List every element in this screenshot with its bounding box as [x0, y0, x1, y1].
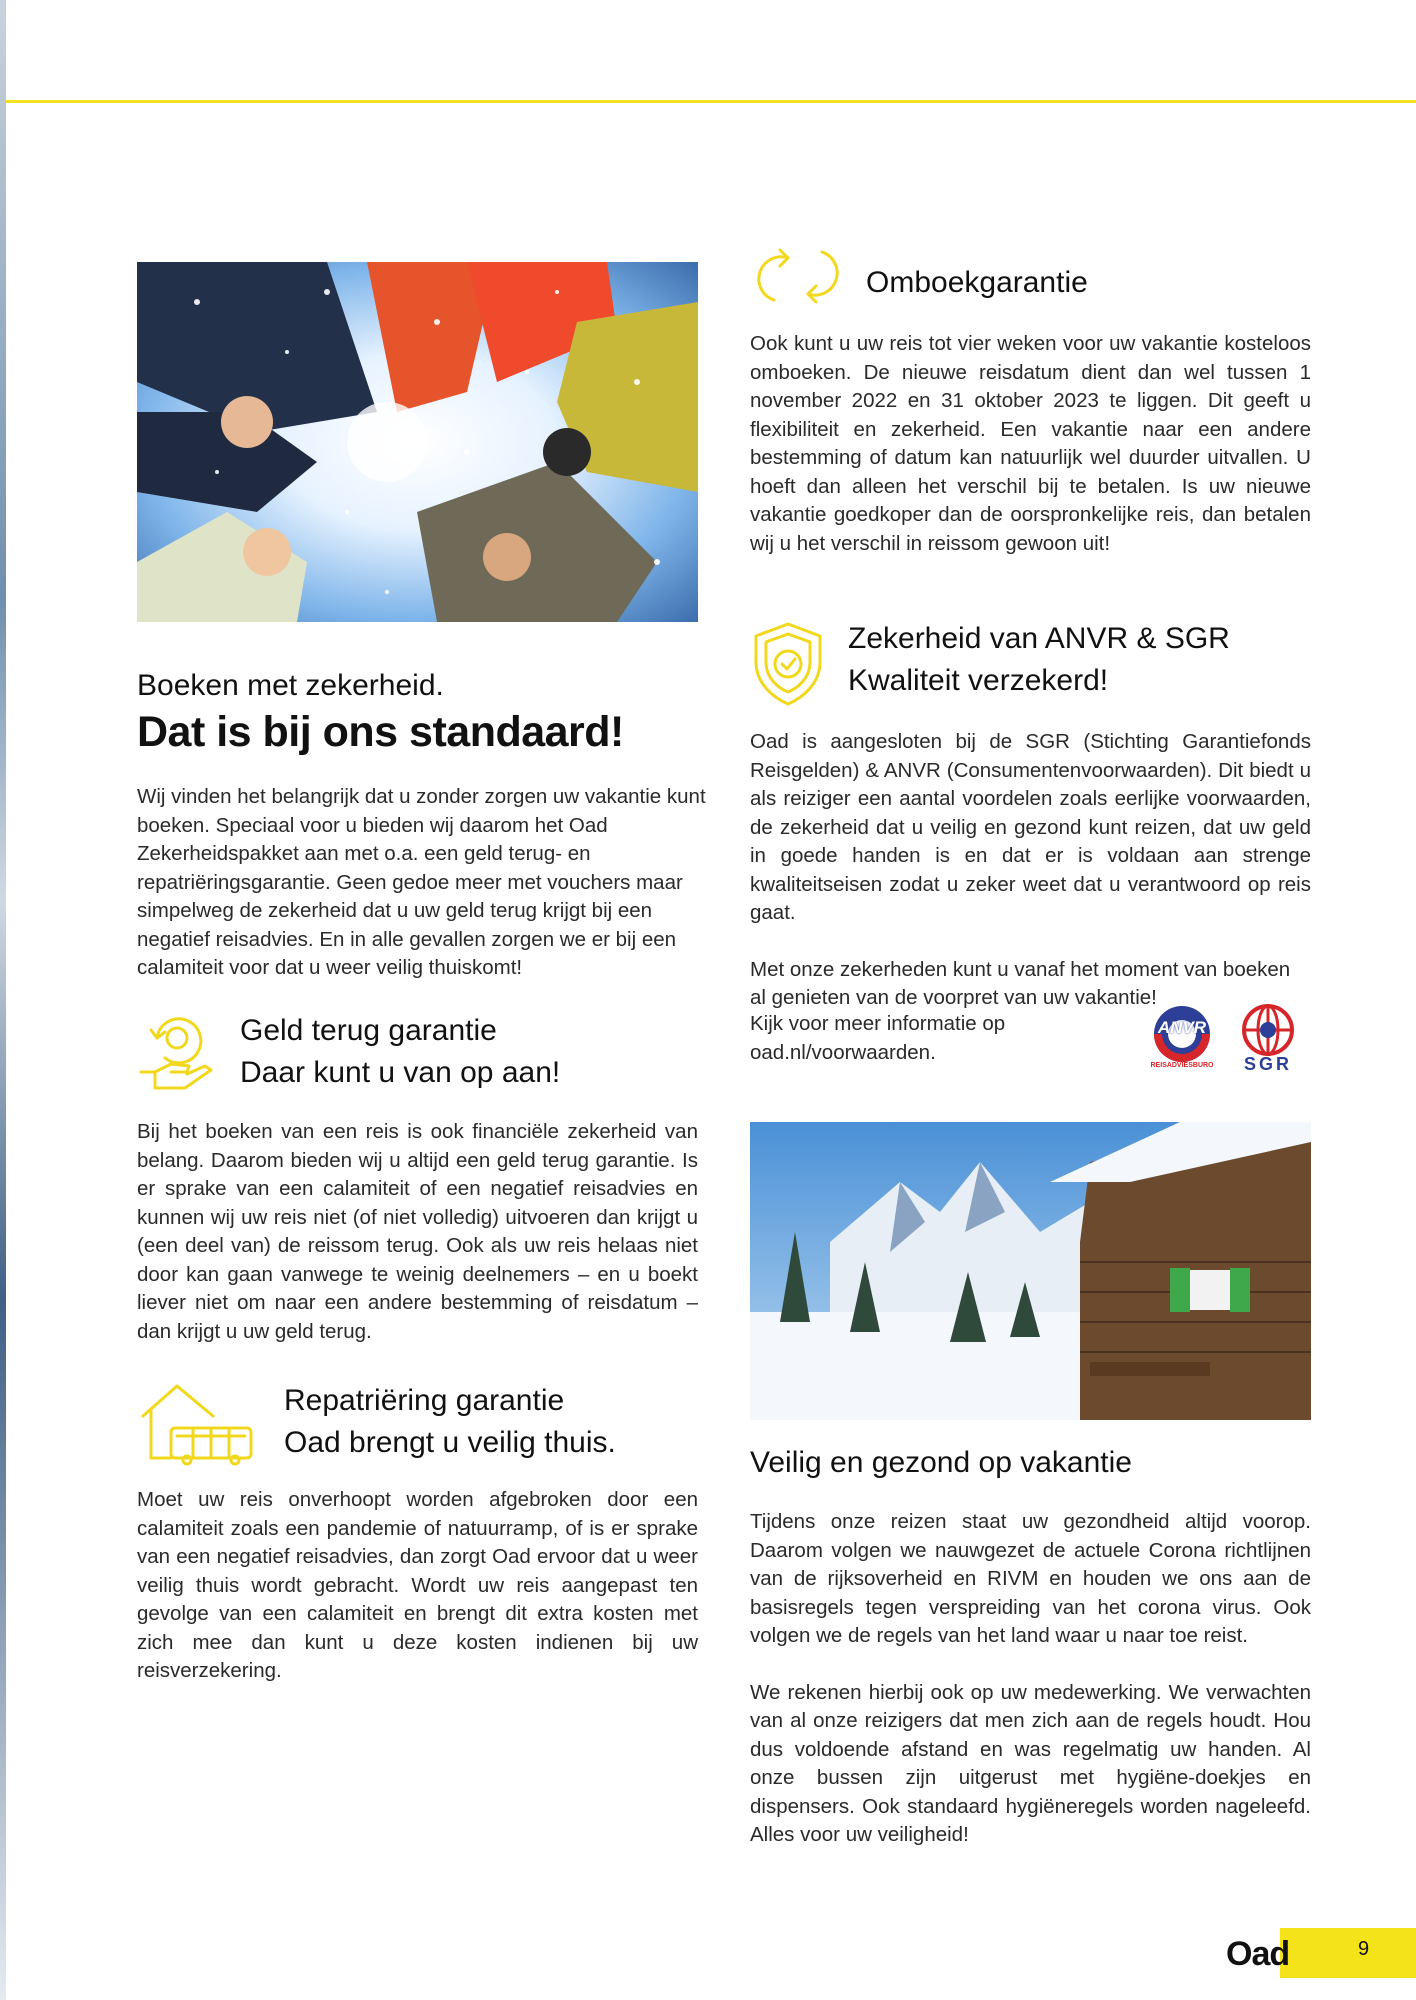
anvr-text-2: Met onze zekerheden kunt u vanaf het moment van boeken al genieten van de voorpret van uw vakantie! [750, 957, 1291, 1009]
anvr-title-line2: Kwaliteit verzekerd! [848, 664, 1109, 697]
geld-terug-text: Bij het boeken van een reis is ook financiële zekerheid van belang. Daarom bieden wij u altijd een geld terug garantie. Is er sprake van een calamiteit of een negatief reisadvies en kunnen wij uw reis niet (of niet volledig) uitvoeren dan krijgt u (een deel van) de reissom terug. Ook als uw reis helaas niet door kan gaan vanwege te weinig deelnemers – en u boekt liever niet om naar een andere bestemming of reisdatum – dan krijgt u uw geld terug. [137, 1120, 698, 1343]
intro-heading-line1: Boeken met zekerheid. [137, 669, 444, 702]
geld-terug-title-line2: Daar kunt u van op aan! [240, 1056, 561, 1089]
veilig-text-2: We rekenen hierbij ook op uw medewerking. We verwachten van al onze reizigers dat men zich aan de regels houdt. Hou dus voldoende afstand en was regelmatig uw handen. Al onze bussen zijn uitgerust met hygiëne-doekjes en dispensers. Ook standaard hygiëneregels worden nageleefd. Alles voor uw veiligheid! [750, 1680, 1311, 1846]
omboek-title: Omboekgarantie [866, 266, 1088, 299]
repatriering-title-line2: Oad brengt u veilig thuis. [284, 1426, 616, 1459]
more-info-line1: Kijk voor meer informatie op [750, 1012, 1006, 1035]
omboek-text: Ook kunt u uw reis tot vier weken voor uw vakantie kosteloos omboeken. De nieuwe reisdatum dient dan wel tussen 1 november 2022 en 31 oktober 2023 te liggen. Dit geeft u flexibiliteit en zekerheid. Een vakantie naar een andere bestemming of datum kan natuurlijk wel duurder uitvallen. U hoeft dan alleen het verschil bij te betalen. Is uw nieuwe vakantie goedkoper dan de oorspronkelijke reis, dan betalen wij u het verschil in reissom gewoon uit! [750, 332, 1311, 555]
anvr-title-line1: Zekerheid van ANVR & SGR [848, 622, 1230, 655]
anvr-logo-text: ANVR [1157, 1018, 1207, 1037]
refresh-arrows-icon [750, 240, 846, 312]
top-rule [6, 100, 1416, 103]
anvr-logo-subtext: REISADVIESBURO [1150, 1062, 1214, 1069]
sgr-logo [1228, 1002, 1308, 1074]
anvr-text-1: Oad is aangesloten bij de SGR (Stichting Garantiefonds Reisgelden) & ANVR (Consumentenvoorwaarden). Dit biedt u als reiziger een aantal voordelen zoals eerlijke voorwaarden, de zekerheid dat u veilig en gezond kunt reizen, dat uw geld in goede handen is en dat er is voldaan aan strenge kwaliteitseisen zodat u zeker weet dat u verantwoord op reis gaat. [750, 730, 1311, 924]
repatriering-text: Moet uw reis onverhoopt worden afgebroken door een calamiteit zoals een pandemie of natuurramp, of is er sprake van een negatief reisadvies, dan zorgt Oad ervoor dat u weer veilig thuis wordt gebracht. Wordt uw reis aangepast ten gevolge van een calamiteit en brengt dit extra kosten met zich mee dan kunt u deze kosten indienen bij uw reisverzekering. [137, 1488, 698, 1682]
oad-logo: Oad [1226, 1935, 1290, 1973]
house-bus-icon [137, 1380, 257, 1466]
left-edge-strip [0, 0, 6, 2000]
page-number: 9 [1358, 1938, 1370, 1960]
veilig-text-1: Tijdens onze reizen staat uw gezondheid altijd voorop. Daarom volgen we nauwgezet de actuele Corona richtlijnen van de rijksoverheid en RIVM en houden we ons aan de basisregels tegen verspreiding van het corona virus. Ook volgen we de regels van het land waar u naar toe reist. [750, 1510, 1311, 1647]
geld-terug-title-line1: Geld terug garantie [240, 1014, 497, 1047]
sgr-logo-text: SGR [1243, 1054, 1292, 1074]
winter-cabin-photo [750, 1122, 1311, 1420]
intro-text: Wij vinden het belangrijk dat u zonder zorgen uw vakantie kunt boeken. Speciaal voor u bieden wij daarom het Oad Zekerheidspakket aan met o.a. een geld terug- en repatriëringsgarantie. Geen gedoe meer met vouchers maar simpelweg de zekerheid dat u uw geld terug krijgt bij een negatief reisadvies. En in alle gevallen zorgen we er bij een calamiteit voor dat u weer veilig thuiskomt! [137, 785, 706, 979]
money-back-hand-icon [137, 1010, 217, 1094]
more-info-link[interactable]: oad.nl/voorwaarden. [750, 1040, 936, 1064]
snow-friends-photo [137, 262, 698, 622]
shield-check-icon [750, 620, 826, 708]
veilig-title: Veilig en gezond op vakantie [750, 1446, 1132, 1479]
intro-heading-line2: Dat is bij ons standaard! [137, 708, 624, 756]
page-number-tab [1280, 1928, 1416, 1978]
anvr-logo [1142, 1004, 1222, 1074]
repatriering-title-line1: Repatriëring garantie [284, 1384, 565, 1417]
